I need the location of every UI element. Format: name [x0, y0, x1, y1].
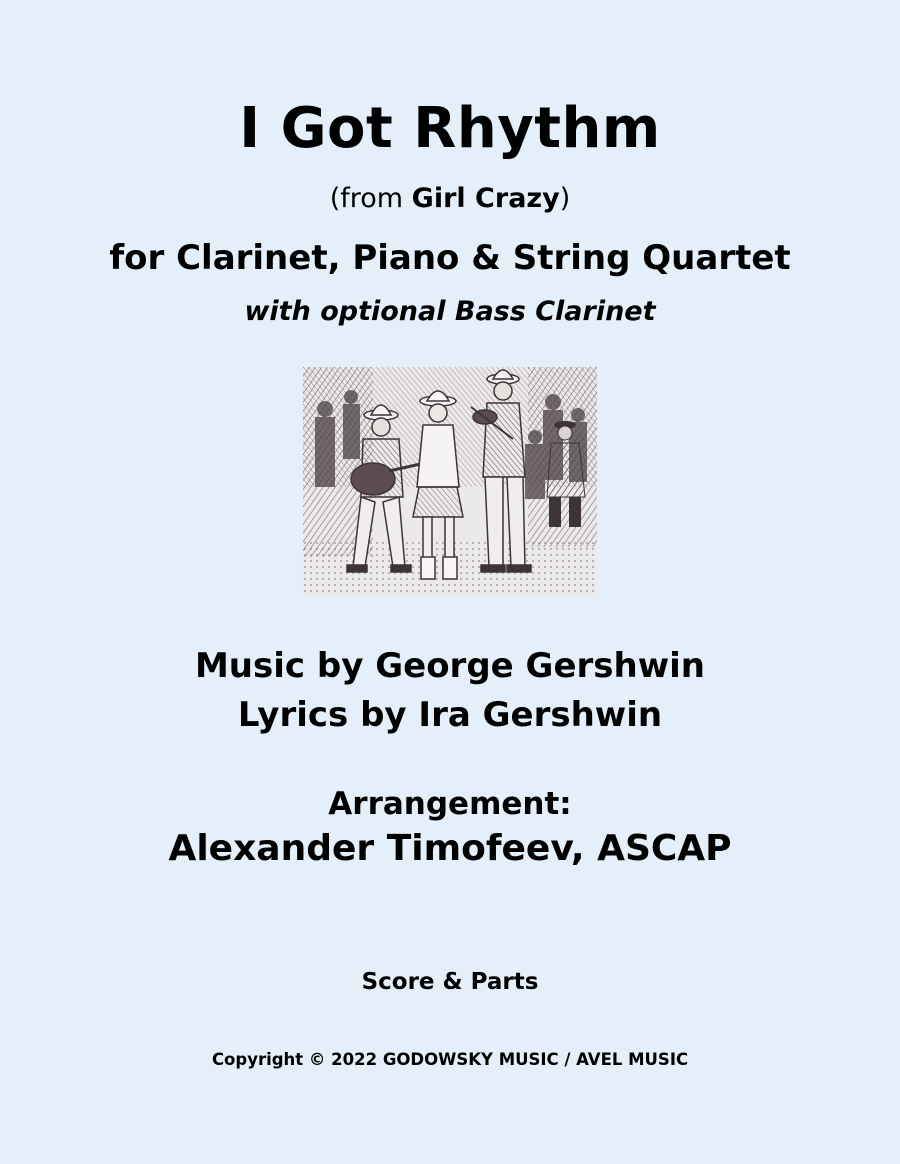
edition-label: Score & Parts [361, 969, 539, 995]
cover-illustration [303, 367, 597, 596]
arranger-name: Alexander Timofeev, ASCAP [168, 828, 732, 869]
lyrics-credit: Lyrics by Ira Gershwin [237, 695, 663, 735]
arrangement-label: Arrangement: [328, 786, 572, 822]
optional-instrument: with optional Bass Clarinet [244, 296, 656, 327]
copyright-notice: Copyright © 2022 GODOWSKY MUSIC / AVEL MUSIC [211, 1050, 689, 1069]
subtitle-close: ) [559, 183, 571, 214]
subtitle-open: (from [329, 183, 412, 214]
music-credit: Music by George Gershwin [194, 646, 706, 686]
show-name: Girl Crazy [411, 183, 560, 214]
song-source [0, 183, 900, 214]
song-title: I Got Rhythm [239, 96, 661, 161]
instrumentation: for Clarinet, Piano & String Quartet [109, 238, 791, 278]
performers-sketch [303, 367, 597, 596]
